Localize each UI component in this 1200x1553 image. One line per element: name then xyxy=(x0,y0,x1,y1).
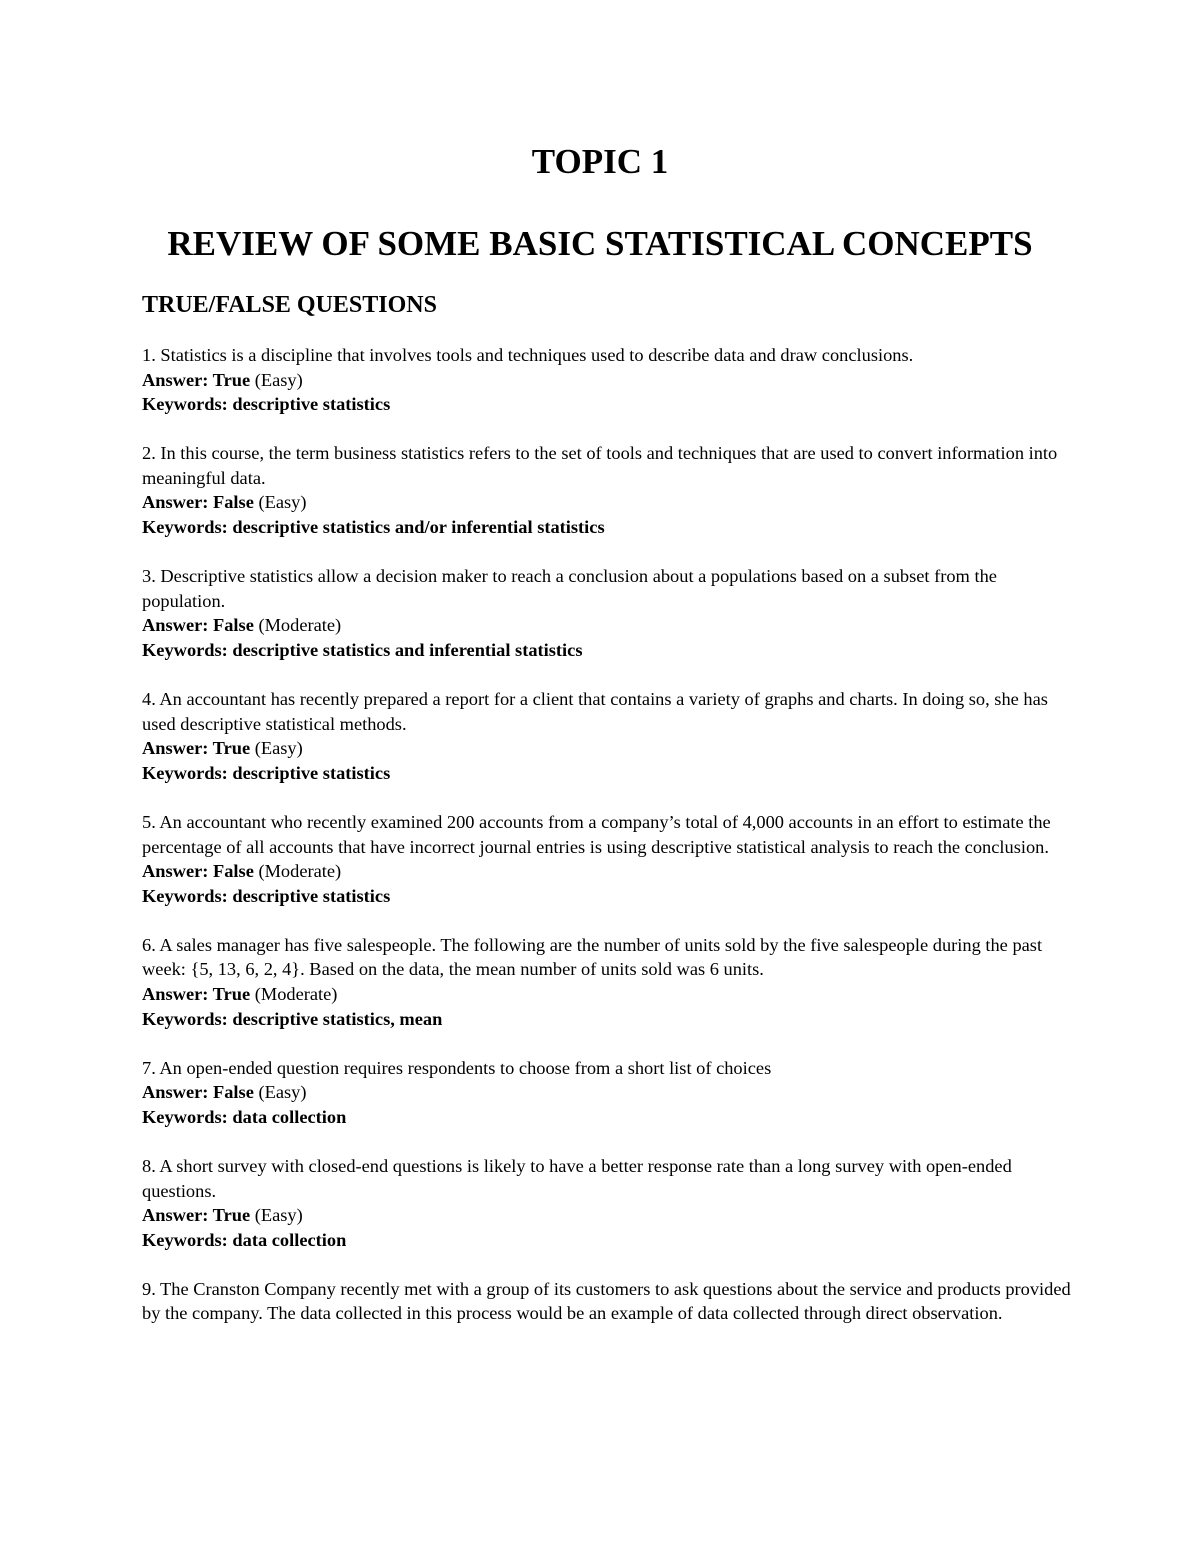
answer-difficulty: (Moderate) xyxy=(250,983,338,1004)
answer-difficulty: (Easy) xyxy=(250,738,303,759)
question-item xyxy=(142,441,1072,539)
answer-label: Answer: False xyxy=(142,615,254,636)
answer-difficulty: (Moderate) xyxy=(253,615,342,636)
answer-line xyxy=(142,736,1072,761)
answer-difficulty: (Easy) xyxy=(250,1205,303,1226)
keywords-line: Keywords: descriptive statistics xyxy=(142,394,391,415)
keywords-line: Keywords: descriptive statistics xyxy=(142,885,391,906)
answer-label: Answer: True xyxy=(142,369,251,390)
answer-difficulty: (Easy) xyxy=(250,369,303,390)
question-item xyxy=(142,1056,1072,1130)
answer-label: Answer: True xyxy=(142,983,251,1004)
keywords-line: Keywords: descriptive statistics, mean xyxy=(142,1008,443,1029)
keywords-line: Keywords: descriptive statistics and/or inferential statistics xyxy=(142,517,605,538)
question-text: 8. A short survey with closed-end questions is likely to have a better response rate than a long survey with open-ended questions. xyxy=(142,1155,1012,1201)
question-text: 9. The Cranston Company recently met with a group of its customers to ask questions about the service and products provided by the company. The data collected in this process would be an example of data collected through direct observation. xyxy=(142,1278,1071,1324)
question-item xyxy=(142,933,1072,1031)
keywords-line: Keywords: descriptive statistics and inferential statistics xyxy=(142,639,583,660)
keywords-line: Keywords: descriptive statistics xyxy=(142,762,391,783)
question-item xyxy=(142,810,1072,908)
question-text: 4. An accountant has recently prepared a report for a client that contains a variety of graphs and charts. In doing so, she has used descriptive statistical methods. xyxy=(142,689,1048,734)
question-item xyxy=(142,343,1072,417)
question-item xyxy=(142,1154,1072,1252)
answer-label: Answer: True xyxy=(142,1205,251,1226)
answer-line xyxy=(142,1203,1072,1228)
answer-line xyxy=(142,368,1072,393)
question-text: 1. Statistics is a discipline that involves tools and techniques used to describe data and draw conclusions. xyxy=(142,345,914,365)
question-item xyxy=(142,687,1072,785)
answer-line xyxy=(142,490,1072,515)
topic-title: TOPIC 1 xyxy=(531,142,669,181)
answer-label: Answer: False xyxy=(142,1082,254,1103)
question-text: 7. An open-ended question requires respondents to choose from a short list of choices xyxy=(142,1057,772,1078)
answer-difficulty: (Easy) xyxy=(253,1082,307,1103)
question-text: 3. Descriptive statistics allow a decision maker to reach a conclusion about a populations based on a subset from the population. xyxy=(142,566,997,611)
question-list xyxy=(142,343,1072,1351)
page-title: REVIEW OF SOME BASIC STATISTICAL CONCEPTS xyxy=(167,224,1033,263)
answer-line xyxy=(142,982,1072,1007)
answer-label: Answer: True xyxy=(142,738,251,759)
answer-difficulty: (Moderate) xyxy=(253,861,342,882)
answer-label: Answer: False xyxy=(142,861,254,882)
question-text: 5. An accountant who recently examined 200 accounts from a company’s total of 4,000 accounts in an effort to estimate the percentage of all accounts that have incorrect journal entries is using descriptive statistical analysis to reach the conclusion. xyxy=(142,811,1051,857)
answer-line xyxy=(142,1080,1072,1105)
question-item xyxy=(142,564,1072,662)
question-text: 6. A sales manager has five salespeople. The following are the number of units sold by the five salespeople during the past week: {5, 13, 6, 2, 4}. Based on the data, the mean number of units sold was 6 units. xyxy=(142,934,1043,980)
question-item xyxy=(142,1277,1072,1326)
answer-label: Answer: False xyxy=(142,492,254,513)
question-text: 2. In this course, the term business statistics refers to the set of tools and techniques that are used to convert information into meaningful data. xyxy=(142,443,1058,488)
answer-difficulty: (Easy) xyxy=(253,492,307,513)
answer-line xyxy=(142,613,1072,638)
section-heading: TRUE/FALSE QUESTIONS xyxy=(142,292,437,318)
answer-line xyxy=(142,859,1072,884)
keywords-line: Keywords: data collection xyxy=(142,1229,347,1250)
keywords-line: Keywords: data collection xyxy=(142,1106,347,1127)
